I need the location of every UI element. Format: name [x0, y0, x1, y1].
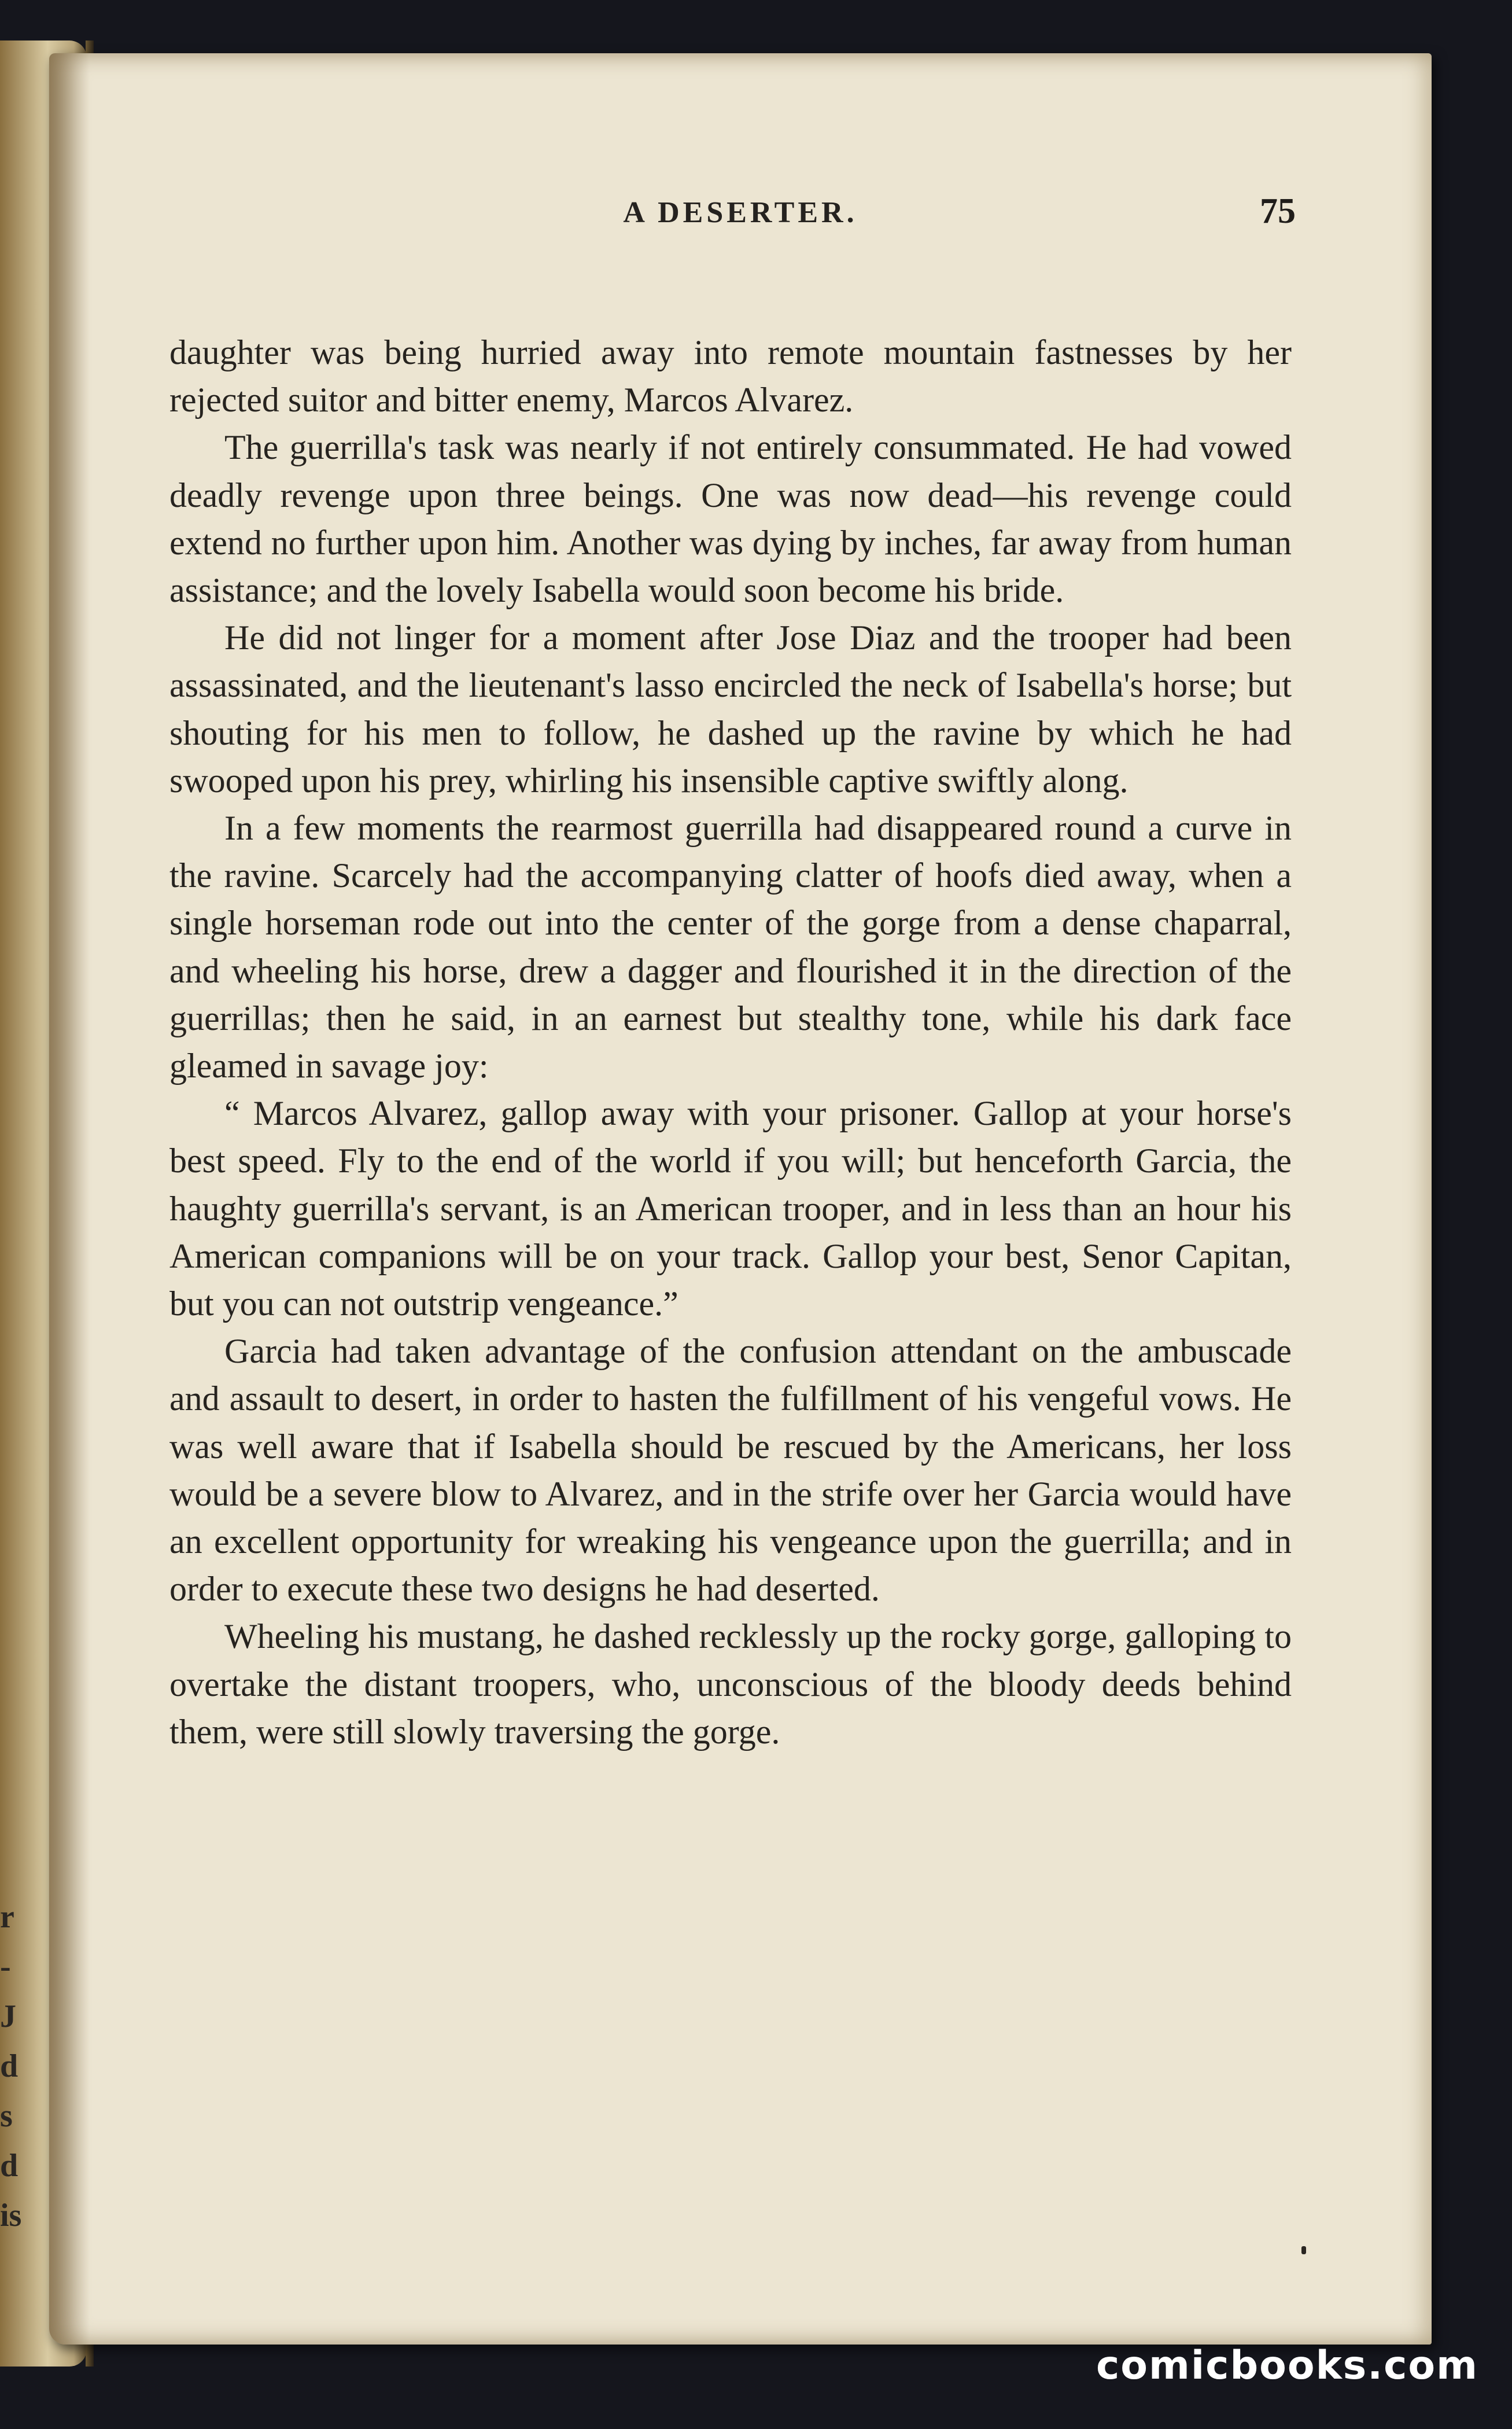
paragraph: In a few moments the rearmost guerrilla had disappeared round a curve in the ravine. Scarcely had the accompanying clatter of hoofs died away, when a single horseman rode out into the center of the gorge from a dense chaparral, and wheeling his horse, drew a dagger and flourished it in the direction of the guerrillas; then he said, in an earnest but stealthy tone, while his dark face gleamed in savage joy: — [169, 809, 1292, 1085]
body-text — [169, 329, 1292, 1755]
paragraph: “ Marcos Alvarez, gallop away with your prisoner. Gallop at your horse's best speed. Fly to the end of the world if you will; but henceforth Garcia, the haughty guerrilla's servant, is an American trooper, and in less than an hour his American companions will be on your track. Gallop your best, Senor Capitan, but you can not outstrip vengeance.” — [169, 1094, 1292, 1323]
ink-speck — [1301, 2246, 1306, 2254]
paragraph: He did not linger for a moment after Jose Diaz and the trooper had been assassinated, and the lieutenant's lasso encircled the neck of Isabella's horse; but shouting for his men to follow, he dashed up the ravine by which he had swooped upon his prey, whirling his insensible captive swiftly along. — [169, 619, 1292, 800]
running-head — [49, 191, 1432, 237]
paragraph: daughter was being hurried away into remote mountain fastnesses by her rejected suitor and bitter enemy, Marcos Alvarez. — [169, 333, 1292, 419]
paragraph: Wheeling his mustang, he dashed recklessly up the rocky gorge, galloping to overtake the distant troopers, who, unconscious of the bloody deeds behind them, were still slowly traversing the gorge. — [169, 1617, 1292, 1751]
facing-page-text-fragments — [0, 1892, 23, 2240]
fragment: d — [0, 2048, 19, 2084]
fragment: s — [0, 2098, 13, 2134]
fragment: is — [0, 2198, 22, 2233]
fragment: d — [0, 2148, 19, 2184]
chapter-title: A DESERTER. — [623, 196, 858, 229]
page-number: 75 — [1260, 192, 1296, 231]
book-page — [49, 53, 1432, 2345]
paragraph: Garcia had taken advantage of the confusion attendant on the ambuscade and assault to desert, in order to hasten the fulfillment of his vengeful vows. He was well aware that if Isabella should be rescued by the Americans, her loss would be a severe blow to Alvarez, and in the strife over her Garcia would have an excellent opportunity for wreaking his vengeance upon the guerrilla; and in order to execute these two designs he had deserted. — [169, 1332, 1292, 1609]
paragraph: The guerrilla's task was nearly if not entirely consummated. He had vowed deadly revenge upon three beings. One was now dead—his revenge could extend no further upon him. Another was dying by inches, far away from human assistance; and the lovely Isabella would soon become his bride. — [169, 428, 1292, 610]
fragment: -J — [0, 1949, 16, 2034]
spine-shadow — [49, 53, 90, 2345]
watermark-logo: comicbooks.com — [1096, 2343, 1478, 2388]
fragment: r — [0, 1899, 14, 1935]
